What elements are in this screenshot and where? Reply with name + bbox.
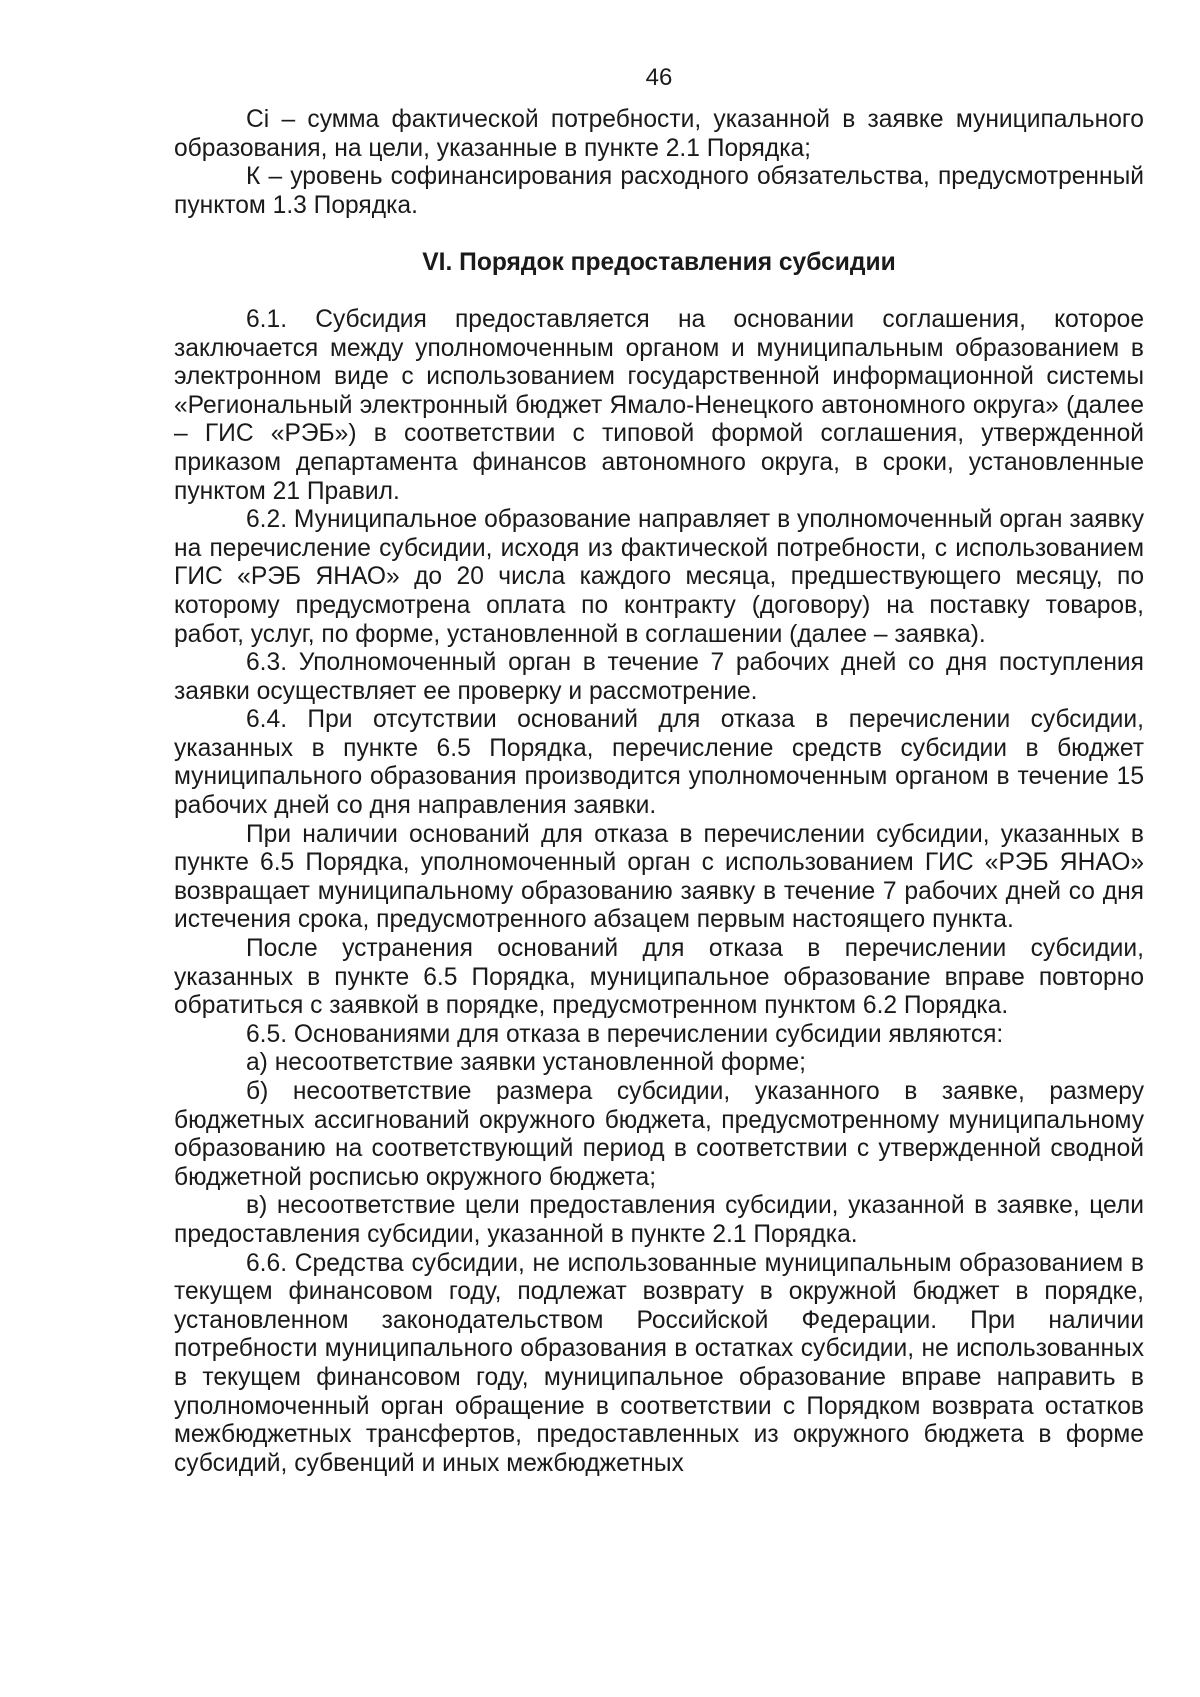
paragraph-6-3: 6.3. Уполномоченный орган в течение 7 рабочих дней со дня поступления заявки осуществляет ее проверку и рассмотрение. bbox=[174, 649, 1144, 705]
paragraph-6-4: 6.4. При отсутствии оснований для отказа в перечислении субсидии, указанных в пункте 6.5 Порядка, перечисление средств субсидии в бюджет муниципального образования производится уполномоченным органом в течение 15 рабочих дней со дня направления заявки. bbox=[174, 706, 1144, 820]
paragraph-k-definition: К – уровень софинансирования расходного обязательства, предусмотренный пунктом 1.3 Порядка. bbox=[174, 163, 1144, 219]
page-number: 46 bbox=[645, 64, 673, 91]
paragraph-6-6: 6.6. Средства субсидии, не использованные муниципальным образованием в текущем финансовом году, подлежат возврату в окружной бюджет в порядке, установленном законодательством Российской Федерации. При наличии потребности муниципального образования в остатках субсидии, не использованных в текущем финансовом году, муниципальное образование вправе направить в уполномоченный орган обращение в соответствии с Порядком возврата остатков межбюджетных трансфертов, предоставленных из окружного бюджета в форме субсидий, субвенций и иных межбюджетных bbox=[174, 1249, 1144, 1477]
paragraph-6-5-a: а) несоответствие заявки установленной форме; bbox=[246, 1049, 806, 1077]
paragraph-6-5-b: б) несоответствие размера субсидии, указанного в заявке, размеру бюджетных ассигнований окружного бюджета, предусмотренному муниципальному образованию на соответствующий период в соответствии с утвержденной сводной бюджетной росписью окружного бюджета; bbox=[174, 1078, 1144, 1191]
paragraph-6-2: 6.2. Муниципальное образование направляет в уполномоченный орган заявку на перечисление субсидии, исходя из фактической потребности, с использованием ГИС «РЭБ ЯНАО» до 20 числа каждого месяца, предшествующего месяцу, по которому предусмотрена оплата по контракту (договору) на поставку товаров, работ, услуг, по форме, установленной в соглашении (далее – заявка). bbox=[174, 506, 1144, 648]
paragraph-6-5: 6.5. Основаниями для отказа в перечислении субсидии являются: bbox=[246, 1020, 1004, 1048]
paragraph-6-4-refusal: При наличии оснований для отказа в перечислении субсидии, указанных в пункте 6.5 Порядка, уполномоченный орган с использованием ГИС «РЭБ ЯНАО» возвращает муниципальному образованию заявку в течение 7 рабочих дней со дня истечения срока, предусмотренного абзацем первым настоящего пункта. bbox=[174, 820, 1144, 934]
paragraph-6-1: 6.1. Субсидия предоставляется на основании соглашения, которое заключается между уполномоченным органом и муниципальным образованием в электронном виде с использованием государственной информационной системы «Региональный электронный бюджет Ямало-Ненецкого автономного округа» (далее – ГИС «РЭБ») в соответствии с типовой формой соглашения, утвержденной приказом департамента финансов автономного округа, в сроки, установленные пунктом 21 Правил. bbox=[174, 305, 1144, 505]
section-heading: VI. Порядок предоставления субсидии bbox=[422, 249, 896, 277]
paragraph-ci-definition: Ci – сумма фактической потребности, указанной в заявке муниципального образования, на цели, указанные в пункте 2.1 Порядка; bbox=[174, 106, 1144, 162]
paragraph-6-5-v: в) несоответствие цели предоставления субсидии, указанной в заявке, цели предоставления субсидии, указанной в пункте 2.1 Порядка. bbox=[174, 1192, 1144, 1248]
paragraph-6-4-resubmit: После устранения оснований для отказа в перечислении субсидии, указанных в пункте 6.5 Порядка, муниципальное образование вправе повторно обратиться с заявкой в порядке, предусмотренном пунктом 6.2 Порядка. bbox=[174, 935, 1144, 1020]
document-page bbox=[174, 64, 1144, 1478]
